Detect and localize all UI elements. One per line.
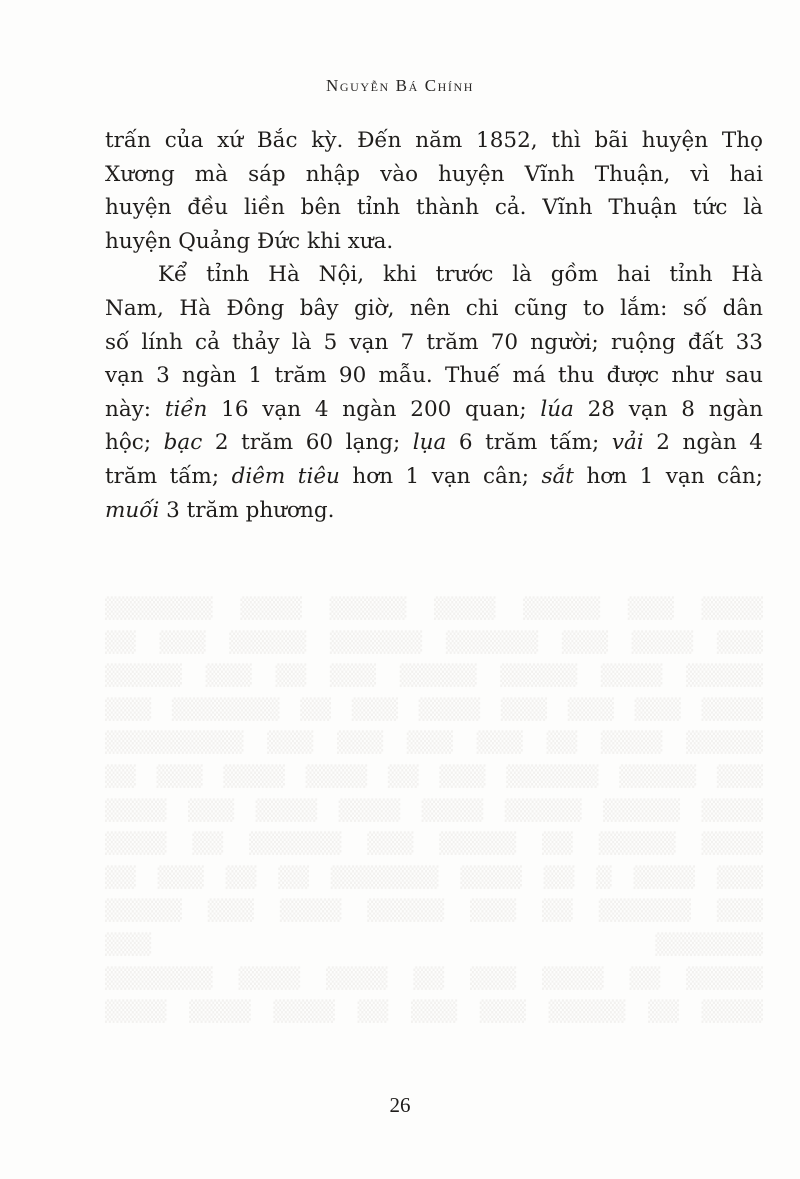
italic-term: muối	[105, 497, 160, 523]
page-number: 26	[389, 1093, 411, 1117]
text-run: 28 vạn 8 ngàn	[573, 396, 763, 422]
text-line: trấn của xứ Bắc kỳ. Đến năm 1852, thì bãi huyện Thọ	[105, 128, 763, 153]
text-run: 3 trăm phương.	[159, 497, 335, 523]
text-line: Kể tỉnh Hà Nội, khi trước là gồm hai tỉnh Hà	[158, 262, 763, 288]
italic-term: sắt	[541, 463, 574, 489]
italic-term: vải	[611, 430, 644, 456]
text-run: này:	[105, 396, 165, 422]
text-run: trăm tấm;	[105, 463, 232, 489]
text-run: 2 ngàn 4	[643, 430, 763, 456]
text-line	[105, 393, 763, 427]
italic-term: lụa	[412, 430, 447, 456]
body-text	[105, 124, 763, 527]
text-line: Xương mà sáp nhập vào huyện Vĩnh Thuận, vì hai	[105, 161, 763, 187]
running-header-author: Nguyễn Bá Chính	[325, 76, 475, 95]
text-line: huyện Quảng Đức khi xưa.	[105, 228, 394, 254]
text-line	[105, 426, 763, 460]
text-run: hơn 1 vạn cân;	[573, 463, 764, 489]
italic-term: bạc	[163, 430, 203, 456]
show-through-text: ▒▒▒▒ ▒▒▒ ▒▒▒▒▒ ▒▒▒▒ ▒▒▒▒▒ ▒▒▒▒ ▒▒▒▒▒▒▒ ▒▒▒ ▒▒▒▒ ▒▒▒ ▒▒▒▒▒▒ ▒▒▒▒▒▒ ▒▒▒▒▒ ▒▒▒ ▒▒ ▒▒▒▒▒ ▒▒▒▒ ▒▒▒▒▒ ▒▒▒▒▒ ▒▒▒ ▒▒ ▒▒▒ ▒▒▒▒▒ ▒▒▒▒ ▒▒▒ ▒▒▒ ▒▒▒ ▒▒▒▒ ▒▒▒ ▒▒ ▒▒▒▒▒▒▒ ▒▒▒ ▒▒▒▒▒ ▒▒▒▒ ▒▒ ▒▒▒ ▒▒▒ ▒▒▒ ▒▒▒ ▒▒▒▒▒▒▒▒▒ ▒▒▒ ▒▒▒▒▒ ▒▒▒▒▒▒ ▒▒▒ ▒▒ ▒▒▒▒ ▒▒▒▒ ▒▒▒ ▒▒ ▒▒▒▒ ▒▒▒▒▒ ▒▒▒▒▒ ▒▒▒▒ ▒▒▒▒ ▒▒▒▒ ▒▒▒ ▒▒▒▒ ▒▒▒▒ ▒▒▒▒▒ ▒▒ ▒▒▒▒▒ ▒▒▒ ▒▒▒▒▒▒ ▒▒ ▒▒▒▒ ▒▒▒ ▒▒▒▒ ▒ ▒▒ ▒▒▒▒ ▒▒▒▒▒▒▒ ▒▒ ▒▒ ▒▒▒ ▒▒ ▒▒▒ ▒▒▒▒▒▒ ▒▒ ▒▒▒ ▒▒▒▒▒ ▒▒▒▒ ▒▒▒ ▒▒▒▒▒ ▒▒▒▒▒▒▒ ▒▒▒ ▒▒▒▒▒ ▒▒ ▒▒▒▒ ▒▒▒ ▒▒ ▒▒▒▒ ▒▒▒▒ ▒▒▒▒▒▒▒ ▒▒▒▒ ▒▒ ▒▒▒▒▒ ▒▒▒ ▒▒▒ ▒▒ ▒▒▒▒ ▒▒▒▒ ▒▒▒▒	[105, 596, 763, 1024]
text-run: hơn 1 vạn cân;	[339, 463, 542, 489]
paragraph-1	[105, 124, 763, 258]
text-line: huyện đều liền bên tỉnh thành cả. Vĩnh Thuận tức là	[105, 195, 763, 221]
text-line: số lính cả thảy là 5 vạn 7 trăm 70 người; ruộng đất 33	[105, 329, 763, 355]
italic-term: tiền	[164, 396, 208, 422]
italic-term: lúa	[540, 396, 574, 422]
paragraph-2	[105, 258, 763, 527]
text-run: 6 trăm tấm;	[446, 430, 612, 456]
text-run: 16 vạn 4 ngàn 200 quan;	[207, 396, 541, 422]
text-line: Nam, Hà Đông bây giờ, nên chi cũng to lắm: số dân	[105, 295, 763, 321]
text-run: hộc;	[105, 430, 164, 456]
text-line	[105, 494, 763, 528]
text-run: 2 trăm 60 lạng;	[202, 430, 413, 456]
italic-term: diêm tiêu	[231, 463, 340, 489]
text-line	[105, 460, 763, 494]
text-line: vạn 3 ngàn 1 trăm 90 mẫu. Thuế má thu được như sau	[105, 363, 763, 389]
